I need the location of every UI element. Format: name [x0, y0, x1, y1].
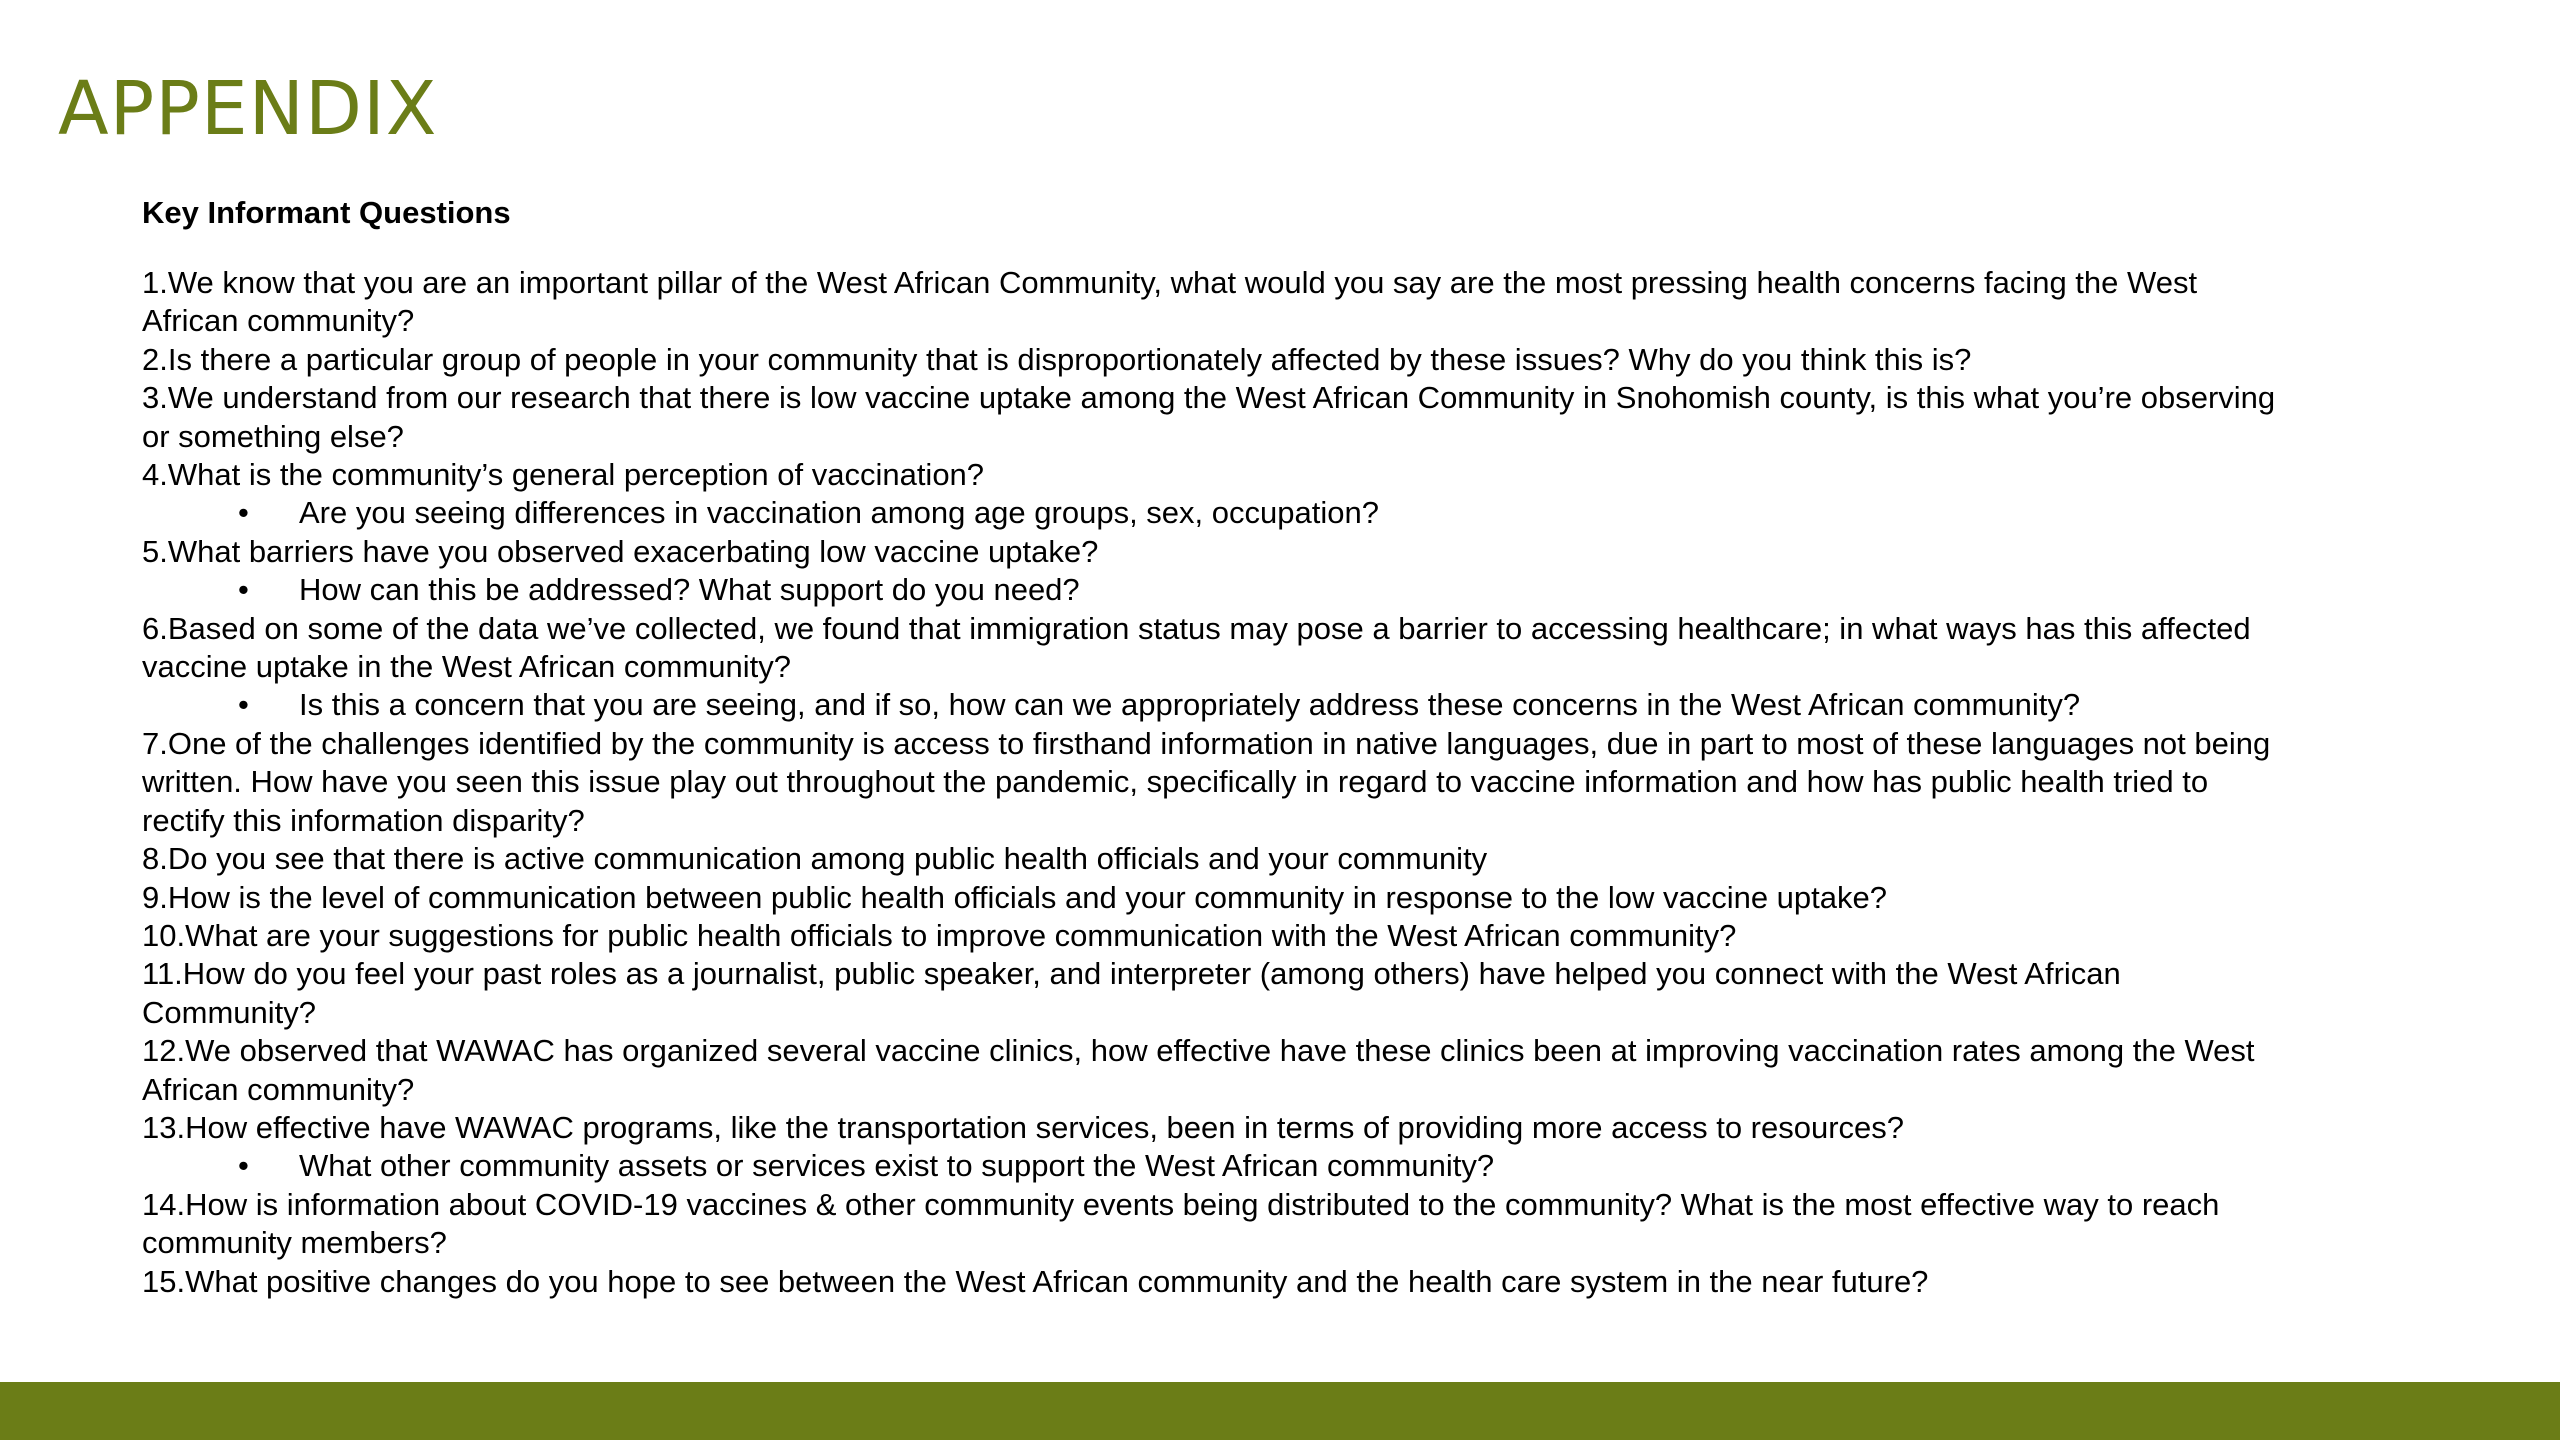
sub-question-item	[142, 686, 2292, 724]
question-item: 2.Is there a particular group of people in your community that is disproportionately affected by these issues? Why do you think this is?	[142, 341, 1972, 377]
sub-question-item	[142, 1147, 2292, 1185]
footer-bar	[0, 1382, 2560, 1440]
bullet-icon: •	[238, 687, 249, 723]
sub-question-text: Is this a concern that you are seeing, and if so, how can we appropriately address these concerns in the West African community?	[299, 687, 2081, 723]
sub-question-text: What other community assets or services exist to support the West African community?	[299, 1148, 1495, 1184]
section-subtitle: Key Informant Questions	[142, 195, 511, 230]
question-item: 13.How effective have WAWAC programs, like the transportation services, been in terms of providing more access to resources?	[142, 1109, 1905, 1145]
sub-question-item	[142, 571, 2292, 609]
question-item: 3.We understand from our research that there is low vaccine uptake among the West African Community in Snohomish county, is this what you’re observing or something else?	[142, 380, 2276, 454]
bullet-icon: •	[238, 495, 249, 531]
slide-content	[142, 194, 2292, 1301]
question-item: 9.How is the level of communication between public health officials and your community in response to the low vaccine uptake?	[142, 879, 1887, 915]
question-item: 11.How do you feel your past roles as a journalist, public speaker, and interpreter (among others) have helped you connect with the West African Community?	[142, 956, 2121, 1030]
question-item: 8.Do you see that there is active communication among public health officials and your community	[142, 841, 1488, 877]
sub-question-text: How can this be addressed? What support do you need?	[299, 572, 1080, 608]
bullet-icon: •	[238, 572, 249, 608]
question-item: 12.We observed that WAWAC has organized several vaccine clinics, how effective have these clinics been at improving vaccination rates among the West African community?	[142, 1033, 2255, 1107]
question-list	[142, 264, 2292, 1301]
question-item: 6.Based on some of the data we’ve collected, we found that immigration status may pose a barrier to accessing healthcare; in what ways has this affected vaccine uptake in the West African community?	[142, 610, 2251, 685]
question-item: 5.What barriers have you observed exacerbating low vaccine uptake?	[142, 533, 1099, 569]
sub-question-text: Are you seeing differences in vaccination among age groups, sex, occupation?	[299, 495, 1379, 531]
question-item: 7.One of the challenges identified by the community is access to firsthand information in native languages, due in part to most of these languages not being written. How have you seen this issue play out throughout the pandemic, specifically in regard to vaccine information and how has public health tried to rectify this information disparity?	[142, 725, 2271, 838]
bullet-icon: •	[238, 1148, 249, 1184]
question-item: 4.What is the community’s general perception of vaccination?	[142, 457, 985, 493]
question-item: 10.What are your suggestions for public health officials to improve communication with the West African community?	[142, 917, 1737, 953]
question-item: 15.What positive changes do you hope to see between the West African community and the health care system in the near future?	[142, 1263, 1929, 1299]
question-item: 1.We know that you are an important pillar of the West African Community, what would you say are the most pressing health concerns facing the West African community?	[142, 265, 2198, 339]
slide-title: APPENDIX	[58, 66, 438, 152]
question-item: 14.How is information about COVID-19 vaccines & other community events being distributed to the community? What is the most effective way to reach community members?	[142, 1186, 2220, 1261]
sub-question-item	[142, 494, 2292, 532]
